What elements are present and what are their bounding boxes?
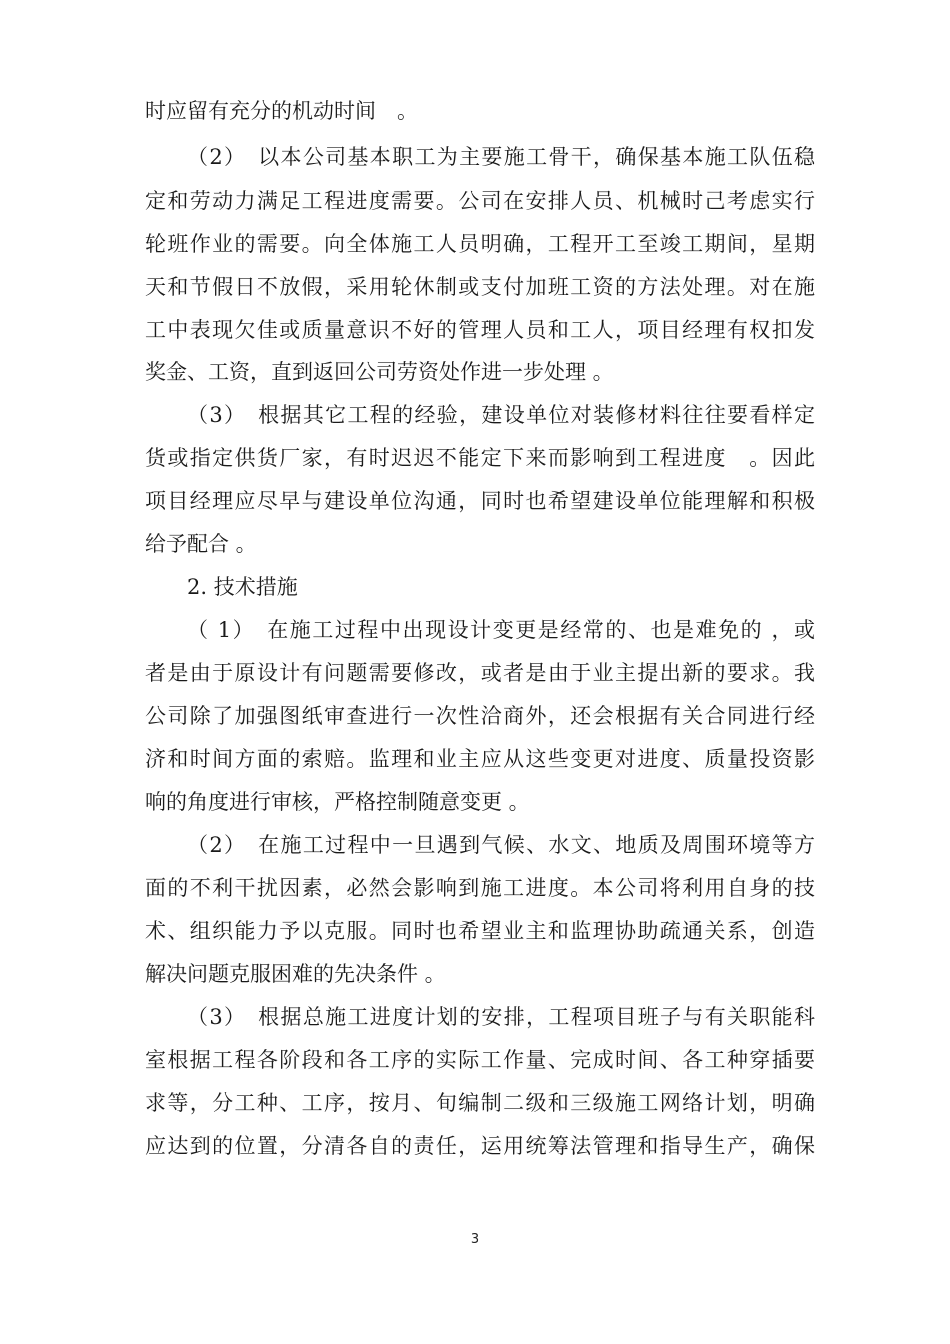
text-line: 定和劳动力满足工程进度需要。公司在安排人员、机械时己考虑实行 xyxy=(145,189,815,213)
text-line: 工中表现欠佳或质量意识不好的管理人员和工人，项目经理有权扣发 xyxy=(145,318,815,342)
text-line: 面的不利干扰因素，必然会影响到施工进度。本公司将利用自身的技 xyxy=(145,876,815,900)
text-line: 给予配合 。 xyxy=(145,532,257,556)
text-line: （2） 在施工过程中一旦遇到气候、水文、地质及周围环境等方 xyxy=(187,833,815,857)
text-line: （2） 以本公司基本职工为主要施工骨干，确保基本施工队伍稳 xyxy=(187,145,815,169)
text-line: （ 1） 在施工过程中出现设计变更是经常的、也是难免的 ，或 xyxy=(187,618,815,642)
text-line: 项目经理应尽早与建设单位沟通，同时也希望建设单位能理解和积极 xyxy=(145,489,815,513)
text-line: 求等，分工种、工序，按月、旬编制二级和三级施工网络计划，明确 xyxy=(145,1091,815,1115)
text-line: 奖金、工资，直到返回公司劳资处作进一步处理 。 xyxy=(145,360,614,384)
text-line: 天和节假日不放假，采用轮休制或支付加班工资的方法处理。对在施 xyxy=(145,275,815,299)
text-line: 者是由于原设计有问题需要修改，或者是由于业主提出新的要求。我 xyxy=(145,661,815,685)
section-heading: 2. 技术措施 xyxy=(187,575,298,599)
page-number: 3 xyxy=(470,1232,480,1247)
text-line: 时应留有充分的机动时间 。 xyxy=(145,99,418,123)
text-line: 应达到的位置，分清各自的责任，运用统筹法管理和指导生产，确保 xyxy=(145,1134,815,1158)
text-line: （3） 根据其它工程的经验，建设单位对装修材料往往要看样定 xyxy=(187,403,815,427)
text-line: 货或指定供货厂家，有时迟迟不能定下来而影响到工程进度 。因此 xyxy=(145,446,815,470)
text-line: 解决问题克服困难的先决条件 。 xyxy=(145,962,446,986)
text-line: 响的角度进行审核，严格控制随意变更 。 xyxy=(145,790,530,814)
text-line: （3） 根据总施工进度计划的安排，工程项目班子与有关职能科 xyxy=(187,1005,815,1029)
text-line: 公司除了加强图纸审查进行一次性洽商外，还会根据有关合同进行经 xyxy=(145,704,815,728)
text-line: 术、组织能力予以克服。同时也希望业主和监理协助疏通关系，创造 xyxy=(145,919,815,943)
text-line: 济和时间方面的索赔。监理和业主应从这些变更对进度、质量投资影 xyxy=(145,747,815,771)
text-line: 轮班作业的需要。向全体施工人员明确，工程开工至竣工期间，星期 xyxy=(145,232,815,256)
text-line: 室根据工程各阶段和各工序的实际工作量、完成时间、各工种穿插要 xyxy=(145,1048,815,1072)
